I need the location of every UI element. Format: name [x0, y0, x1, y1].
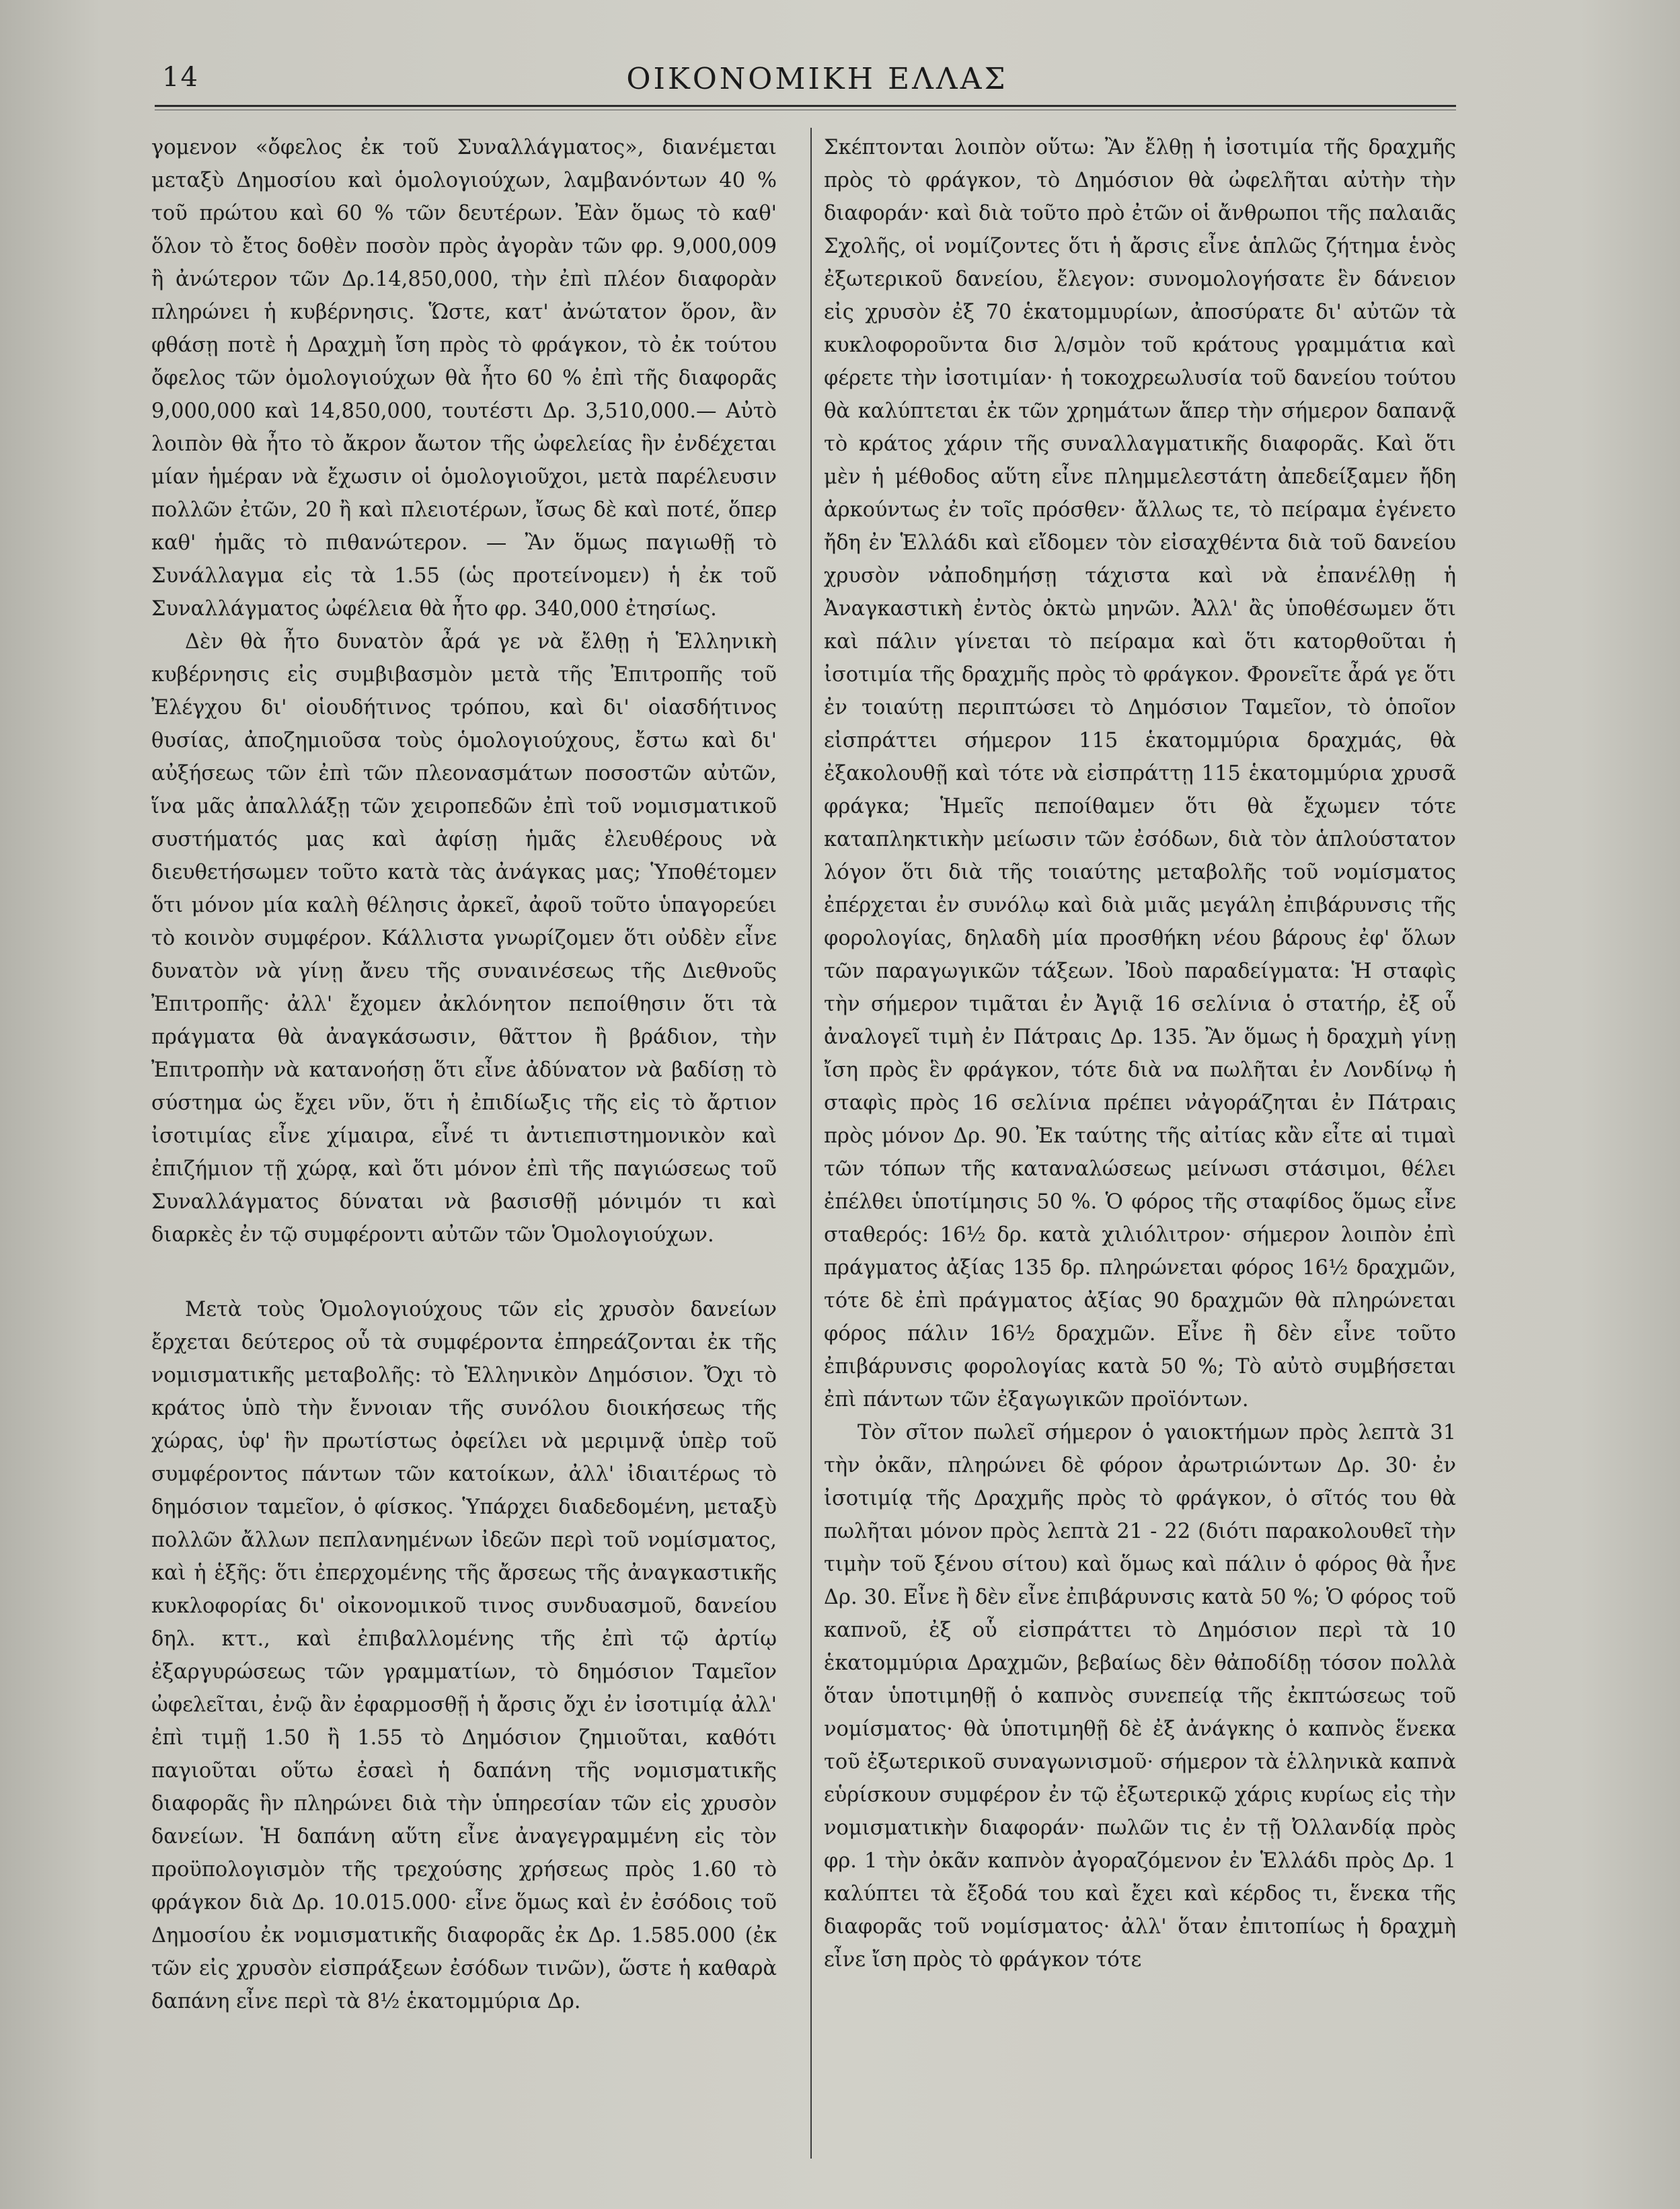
- left-column: [151, 131, 777, 2018]
- header-rule: [155, 105, 1456, 107]
- page-number: 14: [162, 62, 199, 93]
- paragraph: Τὸν σῖτον πωλεῖ σήμερον ὁ γαιοκτήμων πρὸς λεπτὰ 31 τὴν ὀκᾶν, πληρώνει δὲ φόρον ἀρωτριώντων Δρ. 30· ἐν ἰσοτιμίᾳ τῆς Δραχμῆς πρὸς τὸ φράγκον, ὁ σῖτός του θὰ πωλῆται μόνον πρὸς λεπτὰ 21 - 22 (διότι παρακολουθεῖ τὴν τιμὴν τοῦ ξένου σίτου) καὶ ὅμως καὶ πάλιν ὁ φόρος θὰ ἦνε Δρ. 30. Εἶνε ἢ δὲν εἶνε ἐπιβάρυνσις κατὰ 50 %; Ὁ φόρος τοῦ καπνοῦ, ἐξ οὗ εἰσπράττει τὸ Δημόσιον περὶ τὰ 10 ἑκατομμύρια Δραχμῶν, βεβαίως δὲν θἀποδίδῃ τόσον πολλὰ ὅταν ὑποτιμηθῇ ὁ καπνὸς συνεπείᾳ τῆς ἐκπτώσεως τοῦ νομίσματος· θὰ ὑποτιμηθῇ δὲ ἐξ ἀνάγκης ὁ καπνὸς ἕνεκα τοῦ ἐξωτερικοῦ συναγωνισμοῦ· σήμερον τὰ ἑλληνικὰ καπνὰ εὑρίσκουν συμφέρον ἐν τῷ ἐξωτερικῷ χάρις κυρίως εἰς τὴν νομισματικὴν διαφοράν· πωλῶν τις ἐν τῇ Ὀλλανδίᾳ πρὸς φρ. 1 τὴν ὀκᾶν καπνὸν ἀγοραζόμενον ἐν Ἑλλάδι πρὸς Δρ. 1 καλύπτει τὰ ἔξοδά του καὶ ἔχει καὶ κέρδος τι, ἕνεκα τῆς διαφορᾶς τοῦ νομίσματος· ἀλλ' ὅταν ἐπιτοπίως ἡ δραχμὴ εἶνε ἴση πρὸς τὸ φράγκον τότε: [824, 1421, 1456, 1972]
- column-divider: [810, 128, 812, 2159]
- right-column: [824, 131, 1456, 1976]
- paragraph: γομενον «ὄφελος ἐκ τοῦ Συναλλάγματος», διανέμεται μεταξὺ Δημοσίου καὶ ὁμολογιούχων, λαμβανόντων 40 % τοῦ πρώτου καὶ 60 % τῶν δευτέρων. Ἐὰν ὅμως τὸ καθ' ὅλον τὸ ἔτος δοθὲν ποσὸν πρὸς ἀγορὰν τῶν φρ. 9,000,009 ἢ ἀνώτερον τῶν Δρ.14,850,000, τὴν ἐπὶ πλέον διαφορὰν πληρώνει ἡ κυβέρνησις. Ὥστε, κατ' ἀνώτατον ὅρον, ἂν φθάσῃ ποτὲ ἡ Δραχμὴ ἴση πρὸς τὸ φράγκον, τὸ ἐκ τούτου ὄφελος τῶν ὁμολογιούχων θὰ ἦτο 60 % ἐπὶ τῆς διαφορᾶς 9,000,000 καὶ 14,850,000, τουτέστι Δρ. 3,510,000.— Αὐτὸ λοιπὸν θὰ ἦτο τὸ ἄκρον ἄωτον τῆς ὠφελείας ἣν ἐνδέχεται μίαν ἡμέραν νὰ ἔχωσιν οἱ ὁμολογιοῦχοι, μετὰ παρέλευσιν πολλῶν ἐτῶν, 20 ἢ καὶ πλειοτέρων, ἴσως δὲ καὶ ποτέ, ὅπερ καθ' ἡμᾶς τὸ πιθανώτερον. — Ἂν ὅμως παγιωθῇ τὸ Συνάλλαγμα εἰς τὰ 1.55 (ὡς προτείνομεν) ἡ ἐκ τοῦ Συναλλάγματος ὠφέλεια θὰ ἦτο φρ. 340,000 ἐτησίως.: [151, 136, 777, 621]
- paragraph: Δὲν θὰ ἦτο δυνατὸν ἆρά γε νὰ ἔλθῃ ἡ Ἑλληνικὴ κυβέρνησις εἰς συμβιβασμὸν μετὰ τῆς Ἐπιτροπῆς τοῦ Ἐλέγχου δι' οἱουδήτινος τρόπου, καὶ δι' οἱασδήτινος θυσίας, ἀποζημιοῦσα τοὺς ὁμολογιούχους, ἔστω καὶ δι' αὐξήσεως τῶν ἐπὶ τῶν πλεονασμάτων ποσοστῶν αὐτῶν, ἵνα μᾶς ἀπαλλάξῃ τῶν χειροπεδῶν ἐπὶ τοῦ νομισματικοῦ συστήματός μας καὶ ἀφίσῃ ἡμᾶς ἐλευθέρους νὰ διευθετήσωμεν τοῦτο κατὰ τὰς ἀνάγκας μας; Ὑποθέτομεν ὅτι μόνον μία καλὴ θέλησις ἀρκεῖ, ἀφοῦ τοῦτο ὑπαγορεύει τὸ κοινὸν συμφέρον. Κάλλιστα γνωρίζομεν ὅτι οὐδὲν εἶνε δυνατὸν νὰ γίνῃ ἄνευ τῆς συναινέσεως τῆς Διεθνοῦς Ἐπιτροπῆς· ἀλλ' ἔχομεν ἀκλόνητον πεποίθησιν ὅτι τὰ πράγματα θὰ ἀναγκάσωσιν, θᾶττον ἢ βράδιον, τὴν Ἐπιτροπὴν νὰ κατανοήσῃ ὅτι εἶνε ἀδύνατον νὰ βαδίσῃ τὸ σύστημα ὡς ἔχει νῦν, ὅτι ἡ ἐπιδίωξις τῆς εἰς τὸ ἄρτιον ἰσοτιμίας εἶνε χίμαιρα, εἶνέ τι ἀντιεπιστημονικὸν καὶ ἐπιζήμιον τῇ χώρᾳ, καὶ ὅτι μόνον ἐπὶ τῆς παγιώσεως τοῦ Συναλλάγματος δύναται νὰ βασισθῇ μόνιμόν τι καὶ διαρκὲς ἐν τῷ συμφέροντι αὐτῶν τῶν Ὁμολογιούχων.: [151, 630, 777, 1247]
- publication-title: ΟΙΚΟΝΟΜΙΚΗ ΕΛΛΑΣ: [626, 62, 1008, 96]
- page-header: [145, 58, 1490, 98]
- paragraph: Σκέπτονται λοιπὸν οὕτω: Ἂν ἔλθῃ ἡ ἰσοτιμία τῆς δραχμῆς πρὸς τὸ φράγκον, τὸ Δημόσιον θὰ ὠφελῆται αὐτὴν τὴν διαφοράν· καὶ διὰ τοῦτο πρὸ ἐτῶν οἱ ἄνθρωποι τῆς παλαιᾶς Σχολῆς, οἱ νομίζοντες ὅτι ἡ ἄρσις εἶνε ἁπλῶς ζήτημα ἑνὸς ἐξωτερικοῦ δανείου, ἔλεγον: συνομολογήσατε ἓν δάνειον εἰς χρυσὸν ἐξ 70 ἑκατομμυρίων, ἀποσύρατε δι' αὐτῶν τὰ κυκλοφοροῦντα δισ λ/σμὸν τοῦ κράτους γραμμάτια καὶ φέρετε τὴν ἰσοτιμίαν· ἡ τοκοχρεωλυσία τοῦ δανείου τούτου θὰ καλύπτεται ἐκ τῶν χρημάτων ἅπερ τὴν σήμερον δαπανᾷ τὸ κράτος χάριν τῆς συναλλαγματικῆς διαφορᾶς. Καὶ ὅτι μὲν ἡ μέθοδος αὕτη εἶνε πλημμελεστάτη ἀπεδείξαμεν ἤδη ἀρκούντως ἐν τοῖς πρόσθεν· ἄλλως τε, τὸ πείραμα ἐγένετο ἤδη ἐν Ἑλλάδι καὶ εἴδομεν τὸν εἰσαχθέντα διὰ τοῦ δανείου χρυσὸν νἀποδημήσῃ τάχιστα καὶ νὰ ἐπανέλθῃ ἡ Ἀναγκαστικὴ ἐντὸς ὀκτὼ μηνῶν. Ἀλλ' ἂς ὑποθέσωμεν ὅτι καὶ πάλιν γίνεται τὸ πείραμα καὶ ὅτι κατορθοῦται ἡ ἰσοτιμία τῆς δραχμῆς πρὸς τὸ φράγκον. Φρονεῖτε ἆρά γε ὅτι ἐν τοιαύτῃ περιπτώσει τὸ Δημόσιον Ταμεῖον, τὸ ὁποῖον εἰσπράττει σήμερον 115 ἑκατομμύρια δραχμάς, θὰ ἐξακολουθῇ καὶ τότε νὰ εἰσπράττῃ 115 ἑκατομμύρια χρυσᾶ φράγκα; Ἡμεῖς πεποίθαμεν ὅτι θὰ ἔχωμεν τότε καταπληκτικὴν μείωσιν τῶν ἐσόδων, διὰ τὸν ἁπλούστατον λόγον ὅτι διὰ τῆς τοιαύτης μεταβολῆς τοῦ νομίσματος ἐπέρχεται ἐν συνόλῳ καὶ διὰ μιᾶς μεγάλη ἐπιβάρυνσις τῆς φορολογίας, δηλαδὴ μία προσθήκη νέου βάρους ἐφ' ὅλων τῶν παραγωγικῶν τάξεων. Ἰδοὺ παραδείγματα: Ἡ σταφὶς τὴν σήμερον τιμᾶται ἐν Ἀγιᾷ 16 σελίνια ὁ στατήρ, ἐξ οὗ ἀναλογεῖ τιμὴ ἐν Πάτραις Δρ. 135. Ἂν ὅμως ἡ δραχμὴ γίνῃ ἴση πρὸς ἓν φράγκον, τότε διὰ να πωλῆται ἐν Λονδίνῳ ἡ σταφὶς πρὸς 16 σελίνια πρέπει νἀγοράζηται ἐν Πάτραις πρὸς μόνον Δρ. 90. Ἐκ ταύτης τῆς αἰτίας κἂν εἶτε αἱ τιμαὶ τῶν τόπων τῆς καταναλώσεως μείνωσι στάσιμοι, θέλει ἐπέλθει ὑποτίμησις 50 %. Ὁ φόρος τῆς σταφίδος ὅμως εἶνε σταθερός: 16½ δρ. κατὰ χιλιόλιτρον· σήμερον λοιπὸν ἐπὶ πράγματος ἀξίας 135 δρ. πληρώνεται φόρος 16½ δραχμῶν, τότε δὲ ἐπὶ πράγματος ἀξίας 90 δραχμῶν θὰ πληρώνεται φόρος πάλιν 16½ δραχμῶν. Εἶνε ἢ δὲν εἶνε τοῦτο ἐπιβάρυνσις φορολογίας κατὰ 50 %; Τὸ αὐτὸ συμβήσεται ἐπὶ πάντων τῶν ἐξαγωγικῶν προϊόντων.: [824, 136, 1456, 1411]
- paragraph: Μετὰ τοὺς Ὁμολογιούχους τῶν εἰς χρυσὸν δανείων ἔρχεται δεύτερος οὗ τὰ συμφέροντα ἐπηρεάζονται ἐκ τῆς νομισματικῆς μεταβολῆς: τὸ Ἑλληνικὸν Δημόσιον. Ὄχι τὸ κράτος ὑπὸ τὴν ἔννοιαν τῆς συνόλου διοικήσεως τῆς χώρας, ὑφ' ἣν πρωτίστως ὀφείλει νὰ μεριμνᾷ ὑπὲρ τοῦ συμφέροντος πάντων τῶν κατοίκων, ἀλλ' ἰδιαιτέρως τὸ δημόσιον ταμεῖον, ὁ φίσκος. Ὑπάρχει διαδεδομένη, μεταξὺ πολλῶν ἄλλων πεπλανημένων ἰδεῶν περὶ τοῦ νομίσματος, καὶ ἡ ἑξῆς: ὅτι ἐπερχομένης τῆς ἄρσεως τῆς ἀναγκαστικῆς κυκλοφορίας δι' οἰκονομικοῦ τινος συνδυασμοῦ, δανείου δηλ. κττ., καὶ ἐπιβαλλομένης τῆς ἐπὶ τῷ ἀρτίῳ ἐξαργυρώσεως τῶν γραμματίων, τὸ δημόσιον Ταμεῖον ὠφελεῖται, ἐνῷ ἂν ἐφαρμοσθῇ ἡ ἄρσις ὄχι ἐν ἰσοτιμίᾳ ἀλλ' ἐπὶ τιμῇ 1.50 ἢ 1.55 τὸ Δημόσιον ζημιοῦται, καθότι παγιοῦται οὕτω ἐσαεὶ ἡ δαπάνη τῆς νομισματικῆς διαφορᾶς ἣν πληρώνει διὰ τὴν ὑπηρεσίαν τῶν εἰς χρυσὸν δανείων. Ἡ δαπάνη αὕτη εἶνε ἀναγεγραμμένη εἰς τὸν προϋπολογισμὸν τῆς τρεχούσης χρήσεως πρὸς 1.60 τὸ φράγκον διὰ Δρ. 10.015.000· εἶνε ὅμως καὶ ἐν ἐσόδοις τοῦ Δημοσίου ἐκ νομισματικῆς διαφορᾶς ἐκ Δρ. 1.585.000 (ἐκ τῶν εἰς χρυσὸν εἰσπράξεων ἐσόδων τινῶν), ὥστε ἡ καθαρὰ δαπάνη εἶνε περὶ τὰ 8½ ἑκατομμύρια Δρ.: [151, 1298, 777, 2013]
